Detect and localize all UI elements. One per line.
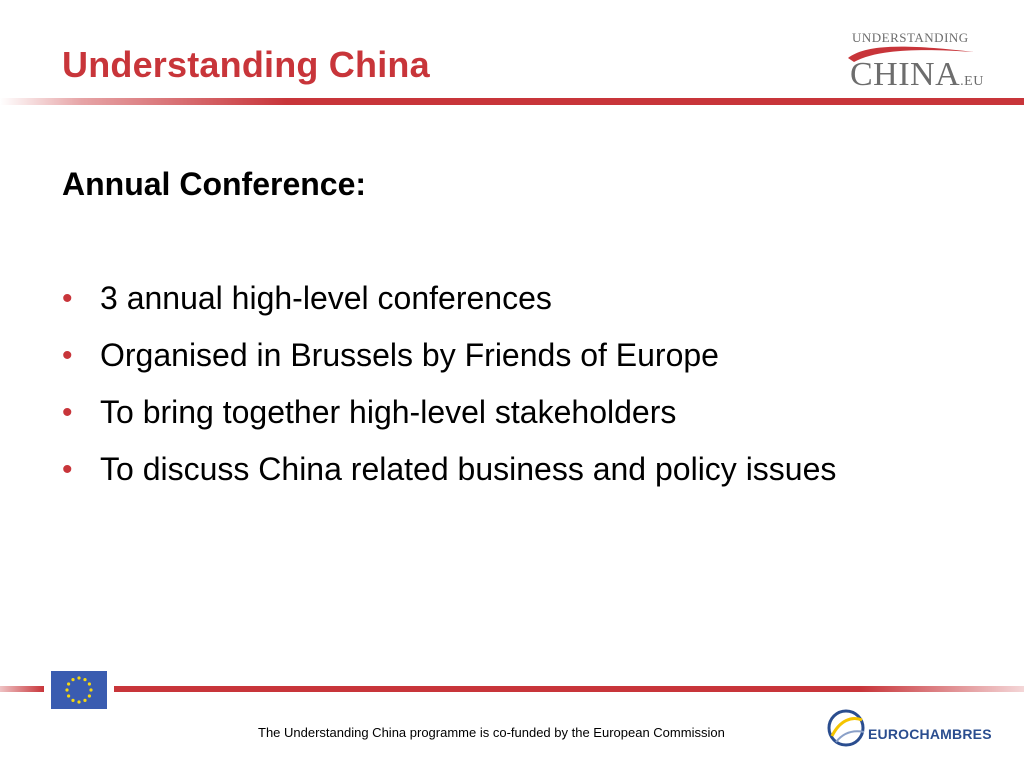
bullet-icon: •: [62, 339, 73, 372]
slide-subtitle: Annual Conference:: [62, 166, 367, 202]
logo-line1: UNDERSTANDING: [852, 30, 969, 45]
logo-line2: [850, 56, 984, 94]
eurochambres-globe-icon: [826, 706, 866, 750]
bullet-item: [62, 278, 942, 319]
bullet-text: To bring together high-level stakeholders: [100, 394, 677, 430]
eu-stars-icon: [51, 671, 107, 709]
bullet-item: [62, 335, 942, 376]
slide-title: Understanding China: [62, 44, 430, 85]
footer-divider-right: [114, 686, 1024, 692]
footer-text: The Understanding China programme is co-funded by the European Commission: [258, 725, 725, 740]
logo-line2-text: CHINA: [850, 56, 961, 93]
bullet-text: To discuss China related business and policy issues: [100, 451, 837, 487]
understanding-china-logo: [846, 30, 984, 93]
eu-flag-icon: [51, 671, 107, 709]
bullet-icon: •: [62, 453, 73, 486]
bullet-text: 3 annual high-level conferences: [100, 280, 552, 316]
bullet-list: [62, 278, 942, 506]
logo-suffix: .EU: [960, 74, 984, 89]
bullet-item: [62, 392, 942, 433]
bullet-item: [62, 449, 942, 490]
bullet-text: Organised in Brussels by Friends of Europe: [100, 337, 719, 373]
footer-divider-left: [0, 686, 44, 692]
bullet-icon: •: [62, 282, 73, 315]
header-divider: [0, 98, 1024, 105]
partner-name: EUROCHAMBRES: [868, 726, 992, 742]
bullet-icon: •: [62, 396, 73, 429]
eurochambres-logo: [826, 706, 992, 750]
